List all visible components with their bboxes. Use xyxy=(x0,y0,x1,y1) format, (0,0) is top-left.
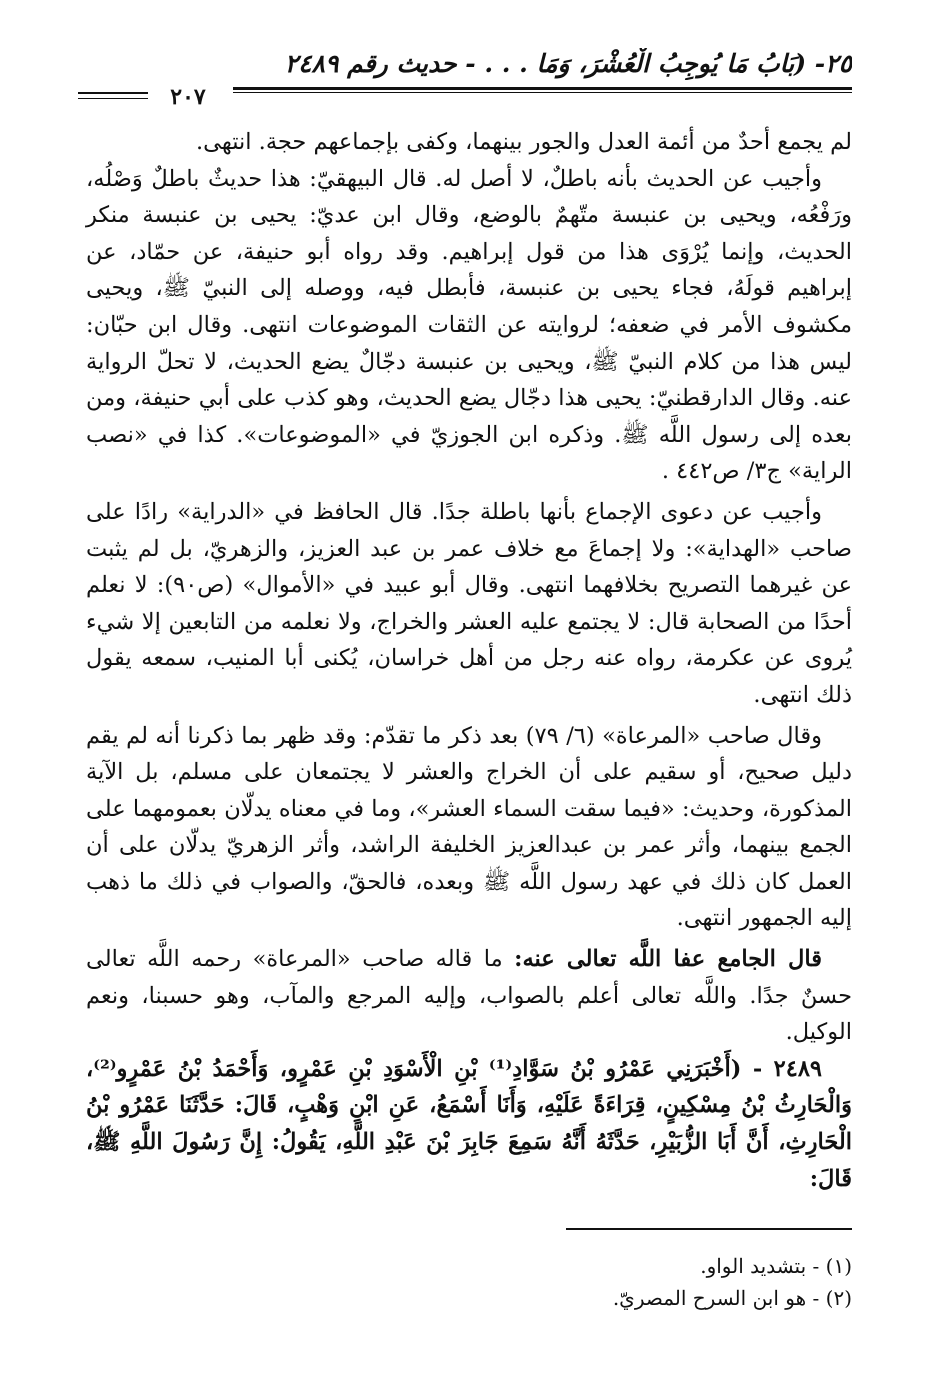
footnote-rule xyxy=(566,1228,852,1230)
footnote: (١) - بتشديد الواو. xyxy=(700,1254,852,1278)
paragraph: وأجيب عن دعوى الإجماع بأنها باطلة جدًا. قال الحافظ في «الدراية» رادًا على صاحب «الهداية»: ولا إجماعَ مع خلاف عمر بن عبد العزيز، والزهريّ، بل لم يثبت عن غيرهما التصريح بخلافهما انتهى. وقال أبو عبيد في «الأموال» (ص٩٠): لا نعلم أحدًا من الصحابة قال: لا يجتمع عليه العشر والخراج، ولا نعلمه من التابعين إلا شيء يُروى عن عكرمة، رواه عنه رجل من أهل خراسان، يُكنى أبا المنيب، سمعه يقول ذلك انتهى. xyxy=(86,498,852,708)
header-rule xyxy=(233,87,852,90)
jami-comment-text: ما قاله صاحب «المرعاة» رحمه اللَّه تعالى حسنٌ جدًا. واللَّه تعالى أعلم بالصواب، وإليه المرجع والمآب، وهو حسبنا، ونعم الوكيل. xyxy=(86,946,852,1046)
paragraph: وقال صاحب «المرعاة» (٦/ ٧٩) بعد ذكر ما تقدّم: وقد ظهر بما ذكرنا أنه لم يقم دليل صحيح، أو سقيم على أن الخراج والعشر لا يجتمعان على مسلم، بل الآية المذكورة، وحديث: «فيما سقت السماء العشر»، وما في معناه يدلّان بعمومهما على الجمع بينهما، وأثر عمر بن عبدالعزيز الخليفة الراشد، وأثر الزهريّ يدلّان على أن العمل كان ذلك في عهد رسول اللَّه ﷺ وبعده، فالحقّ، والصواب في ذلك ما ذهب إليه الجمهور انتهى. xyxy=(86,722,852,932)
jami-comment-lead: قال الجامع عفا اللَّه تعالى عنه: xyxy=(514,946,823,973)
jami-comment xyxy=(86,941,852,1051)
page-number-rule xyxy=(78,92,148,99)
footnotes xyxy=(292,1250,852,1314)
hadith xyxy=(86,1051,852,1197)
header-rule-thin xyxy=(233,92,852,93)
paragraph: وأجيب عن الحديث بأنه باطلٌ، لا أصل له. قال البيهقيّ: هذا حديثٌ باطلٌ وَصْلُه، ورَفْعُه، ويحيى بن عنبسة متّهمٌ بالوضع، وقال ابن عديّ: يحيى بن عنبسة منكر الحديث، وإنما يُرْوَى هذا من قول إبراهيم. وقد رواه أبو حنيفة، عن حمّاد، عن إبراهيم قولَهُ، فجاء يحيى بن عنبسة، فأبطل فيه، ووصله إلى النبيّ ﷺ، ويحيى مكشوف الأمر في ضعفه؛ لروايته عن الثقات الموضوعات انتهى. وقال ابن حبّان: ليس هذا من كلام النبيّ ﷺ، ويحيى بن عنبسة دجّالٌ يضع الحديث، لا تحلّ الرواية عنه. وقال الدارقطنيّ: يحيى هذا دجّال يضع الحديث، وهو كذب على أبي حنيفة، ومن بعده إلى رسول اللَّه ﷺ. وذكره ابن الجوزيّ في «الموضوعات». كذا في «نصب الراية» ج٣/ ص٤٤٢ . xyxy=(86,165,852,485)
hadith-text: - (أَخْبَرَنِي عَمْرُو بْنُ سَوَّادِ⁽¹⁾ بْنِ الْأَسْوَدِ بْنِ عَمْرٍو، وَأَحْمَدُ بْنُ عَمْرٍو⁽²⁾، وَالْحَارِثُ بْنُ مِسْكِينٍ، قِرَاءَةً عَلَيْهِ، وَأَنَا أَسْمَعُ، عَنِ ابْنِ وَهْبٍ، قَالَ: حَدَّثَنَا عَمْرُو بْنُ الْحَارِثِ، أَنَّ أَبَا الزُّبَيْرِ، حَدَّثَهُ أَنَّهُ سَمِعَ جَابِرَ بْنَ عَبْدِ اللَّهِ، يَقُولُ: إِنَّ رَسُولَ اللَّهِ ﷺ، قَالَ: xyxy=(86,1055,852,1192)
running-title: ٢٥- (بَابُ مَا يُوجِبُ الْعُشْرَ، وَمَا . . . - حديث رقم ٢٤٨٩ xyxy=(284,49,852,78)
footnote: (٢) - هو ابن السرح المصريّ. xyxy=(612,1286,852,1310)
paragraph: لم يجمع أحدٌ من أئمة العدل والجور بينهما، وكفى بإجماعهم حجة. انتهى. xyxy=(195,129,852,155)
main-text xyxy=(86,124,852,1197)
hadith-number: ٢٤٨٩ xyxy=(773,1055,822,1082)
page-number: ٢٠٧ xyxy=(170,84,206,110)
